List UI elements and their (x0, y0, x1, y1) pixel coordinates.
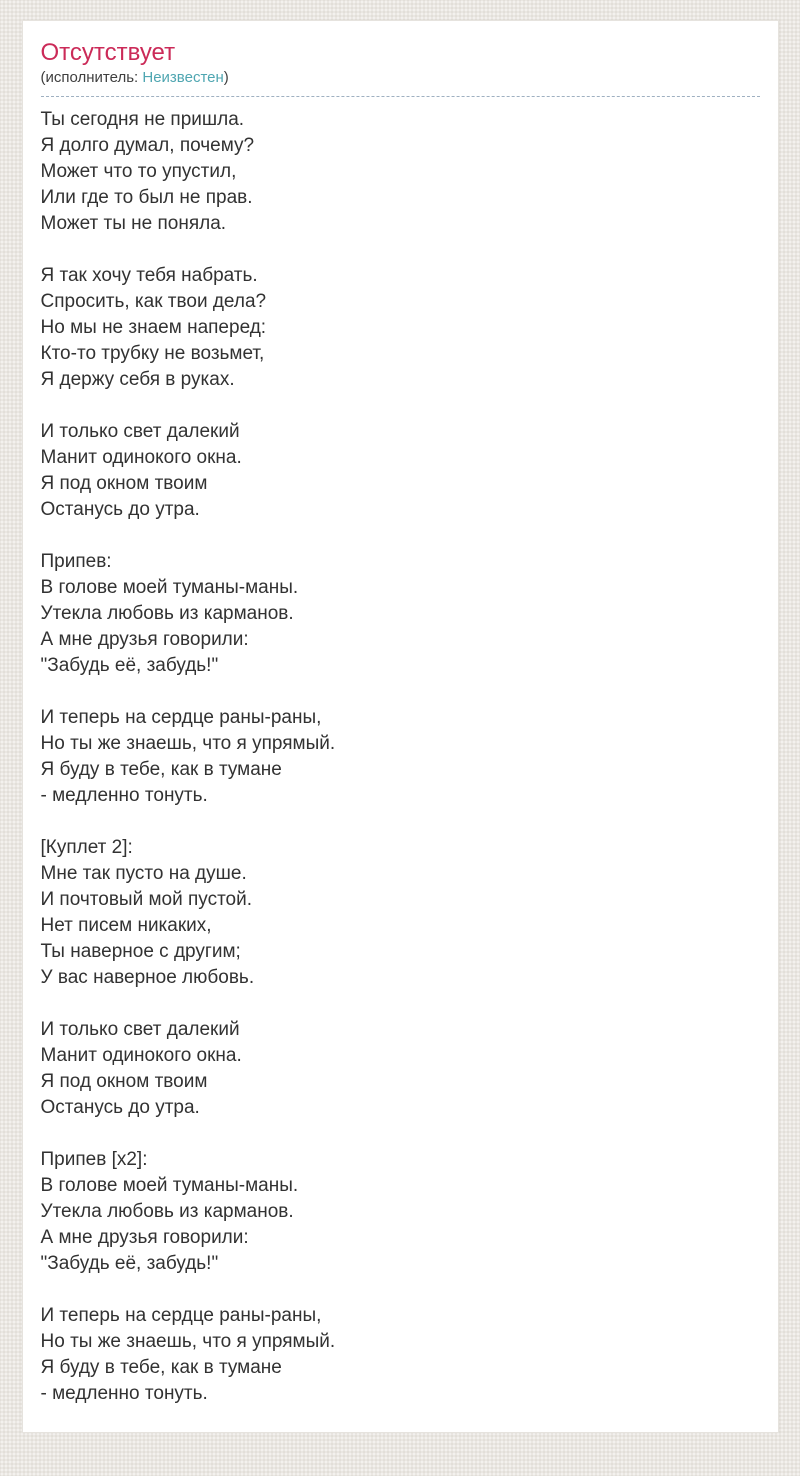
artist-prefix-label: (исполнитель: (40, 69, 143, 86)
artist-suffix-label: ) (223, 69, 229, 86)
song-title: Отсутствует (40, 39, 176, 66)
lyrics (41, 107, 760, 1407)
stanza: Ты сегодня не пришла. Я долго думал, почему? Может что то упустил, Или где то был не прав. Может ты не поняла. (40, 109, 255, 234)
stanza: Припев [x2]: В голове моей туманы-маны. Утекла любовь из карманов. А мне друзья говорили: "Забудь её, забудь!" (40, 1149, 299, 1274)
lyrics-card (22, 20, 779, 1433)
stanza: Припев: В голове моей туманы-маны. Утекла любовь из карманов. А мне друзья говорили: "Забудь её, забудь!" (40, 551, 299, 676)
stanza: И только свет далекий Манит одинокого окна. Я под окном твоим Останусь до утра. (40, 1019, 242, 1118)
stanza: И теперь на сердце раны-раны, Но ты же знаешь, что я упрямый. Я буду в тебе, как в тумане - медленно тонуть. (40, 1305, 336, 1404)
stanza: И только свет далекий Манит одинокого окна. Я под окном твоим Останусь до утра. (40, 421, 242, 520)
artist-line (41, 68, 760, 88)
stanza: И теперь на сердце раны-раны, Но ты же знаешь, что я упрямый. Я буду в тебе, как в тумане - медленно тонуть. (40, 707, 336, 806)
song-header (41, 39, 760, 97)
stanza: Я так хочу тебя набрать. Спросить, как твои дела? Но мы не знаем наперед: Кто-то трубку не возьмет, Я держу себя в руках. (40, 265, 267, 390)
artist-link[interactable]: Неизвестен (142, 69, 224, 86)
page-background (0, 20, 800, 1476)
stanza: [Куплет 2]: Мне так пусто на душе. И почтовый мой пустой. Нет писем никаких, Ты наверное с другим; У вас наверное любовь. (40, 837, 255, 988)
